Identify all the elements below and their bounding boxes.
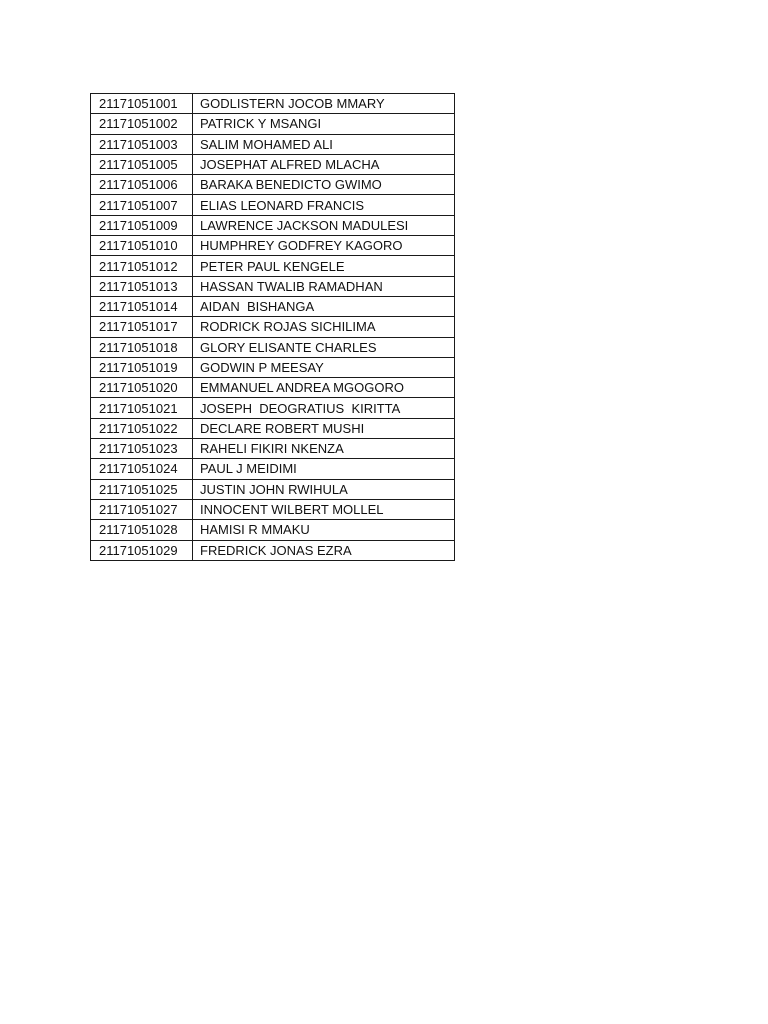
- table-row: [91, 337, 455, 357]
- table-row: [91, 215, 455, 235]
- student-name-cell: HUMPHREY GODFREY KAGORO: [193, 236, 455, 256]
- student-name-cell: JOSEPHAT ALFRED MLACHA: [193, 154, 455, 174]
- student-name-cell: RODRICK ROJAS SICHILIMA: [193, 317, 455, 337]
- table-row: [91, 439, 455, 459]
- student-name-cell: INNOCENT WILBERT MOLLEL: [193, 499, 455, 519]
- student-name-cell: GODWIN P MEESAY: [193, 357, 455, 377]
- student-name-cell: DECLARE ROBERT MUSHI: [193, 418, 455, 438]
- table-row: [91, 520, 455, 540]
- registration-number-cell: 21171051002: [91, 114, 193, 134]
- registration-number-cell: 21171051024: [91, 459, 193, 479]
- registration-number-cell: 21171051027: [91, 499, 193, 519]
- registration-number-cell: 21171051001: [91, 94, 193, 114]
- table-row: [91, 479, 455, 499]
- table-row: [91, 398, 455, 418]
- student-name-cell: EMMANUEL ANDREA MGOGORO: [193, 378, 455, 398]
- table-row: [91, 134, 455, 154]
- table-row: [91, 296, 455, 316]
- student-name-cell: GODLISTERN JOCOB MMARY: [193, 94, 455, 114]
- student-name-cell: RAHELI FIKIRI NKENZA: [193, 439, 455, 459]
- registration-number-cell: 21171051013: [91, 276, 193, 296]
- table-row: [91, 459, 455, 479]
- registration-number-cell: 21171051020: [91, 378, 193, 398]
- registration-number-cell: 21171051025: [91, 479, 193, 499]
- student-name-cell: GLORY ELISANTE CHARLES: [193, 337, 455, 357]
- table-row: [91, 317, 455, 337]
- registration-number-cell: 21171051007: [91, 195, 193, 215]
- table-row: [91, 499, 455, 519]
- table-row: [91, 540, 455, 560]
- table-row: [91, 154, 455, 174]
- registration-number-cell: 21171051028: [91, 520, 193, 540]
- student-name-cell: LAWRENCE JACKSON MADULESI: [193, 215, 455, 235]
- registration-number-cell: 21171051017: [91, 317, 193, 337]
- table-row: [91, 256, 455, 276]
- registration-number-cell: 21171051019: [91, 357, 193, 377]
- student-name-cell: JOSEPH DEOGRATIUS KIRITTA: [193, 398, 455, 418]
- student-name-cell: PATRICK Y MSANGI: [193, 114, 455, 134]
- registration-number-cell: 21171051022: [91, 418, 193, 438]
- student-name-cell: BARAKA BENEDICTO GWIMO: [193, 175, 455, 195]
- student-name-cell: PETER PAUL KENGELE: [193, 256, 455, 276]
- roster-body: [91, 94, 455, 561]
- student-roster-table: [90, 93, 455, 561]
- registration-number-cell: 21171051018: [91, 337, 193, 357]
- registration-number-cell: 21171051005: [91, 154, 193, 174]
- student-name-cell: HASSAN TWALIB RAMADHAN: [193, 276, 455, 296]
- table-row: [91, 357, 455, 377]
- student-name-cell: HAMISI R MMAKU: [193, 520, 455, 540]
- table-row: [91, 195, 455, 215]
- registration-number-cell: 21171051023: [91, 439, 193, 459]
- student-name-cell: FREDRICK JONAS EZRA: [193, 540, 455, 560]
- registration-number-cell: 21171051006: [91, 175, 193, 195]
- student-name-cell: AIDAN BISHANGA: [193, 296, 455, 316]
- table-row: [91, 175, 455, 195]
- table-row: [91, 378, 455, 398]
- table-row: [91, 418, 455, 438]
- student-name-cell: ELIAS LEONARD FRANCIS: [193, 195, 455, 215]
- registration-number-cell: 21171051029: [91, 540, 193, 560]
- student-name-cell: PAUL J MEIDIMI: [193, 459, 455, 479]
- student-name-cell: JUSTIN JOHN RWIHULA: [193, 479, 455, 499]
- table-row: [91, 236, 455, 256]
- registration-number-cell: 21171051021: [91, 398, 193, 418]
- student-name-cell: SALIM MOHAMED ALI: [193, 134, 455, 154]
- registration-number-cell: 21171051009: [91, 215, 193, 235]
- registration-number-cell: 21171051014: [91, 296, 193, 316]
- table-row: [91, 276, 455, 296]
- table-row: [91, 114, 455, 134]
- table-row: [91, 94, 455, 114]
- registration-number-cell: 21171051003: [91, 134, 193, 154]
- registration-number-cell: 21171051012: [91, 256, 193, 276]
- registration-number-cell: 21171051010: [91, 236, 193, 256]
